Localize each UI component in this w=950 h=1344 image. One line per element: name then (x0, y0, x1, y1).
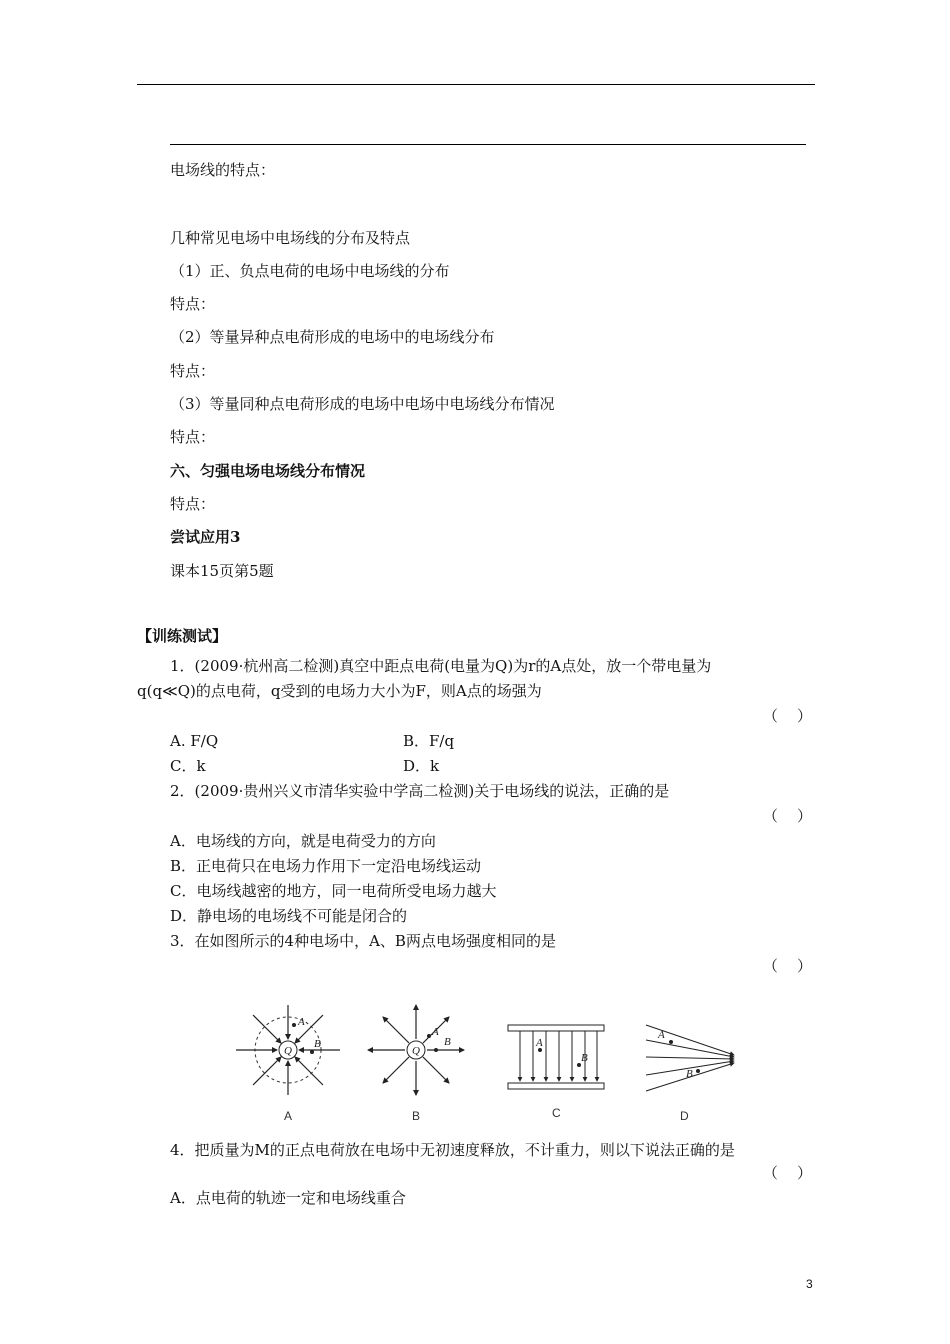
figure-a-charge-label: Q (284, 1045, 292, 1057)
item-2: （2）等量异种点电荷形成的电场中的电场线分布 (170, 328, 495, 346)
q1-answer-paren: （ ） (762, 707, 812, 725)
q1-line2: q(q≪Q)的点电荷，q受到的电场力大小为F，则A点的场强为 (137, 682, 542, 700)
figure-d-label: D (680, 1109, 689, 1123)
try-application-body: 课本15页第5题 (170, 562, 274, 580)
features-title: 电场线的特点： (170, 161, 276, 179)
figure-c-point-b: B (581, 1052, 588, 1064)
q4-answer-paren: （ ） (762, 1164, 812, 1182)
q3-stem: 3．在如图所示的4种电场中，A、B两点电场强度相同的是 (170, 932, 556, 950)
common-fields-title: 几种常见电场中电场线的分布及特点 (170, 229, 411, 247)
try-application-title: 尝试应用3 (170, 528, 241, 546)
figure-a-label: A (284, 1109, 293, 1123)
q2-option-b: B．正电荷只在电场力作用下一定沿电场线运动 (170, 857, 482, 875)
figure-c-bottom-plate (508, 1083, 604, 1089)
figure-b (368, 1005, 464, 1123)
test-title: 【训练测试】 (137, 627, 228, 645)
q1-option-c: C．k (170, 757, 206, 775)
feature-label-1: 特点： (170, 295, 216, 313)
q2-option-d: D．静电场的电场线不可能是闭合的 (170, 907, 408, 925)
item-1: （1）正、负点电荷的电场中电场线的分布 (170, 262, 450, 280)
q1-line1: 1．(2009·杭州高二检测)真空中距点电荷(电量为Q)为r的A点处，放一个带电量为 (170, 657, 712, 675)
figure-a-point-b: B (314, 1038, 321, 1050)
section-rule (170, 144, 806, 145)
page-number: 3 (806, 1277, 813, 1291)
q2-answer-paren: （ ） (762, 807, 812, 825)
figure-b-label: B (412, 1109, 421, 1123)
q4-option-a: A．点电荷的轨迹一定和电场线重合 (170, 1189, 406, 1207)
figure-d-point-a: A (658, 1029, 665, 1041)
feature-label-3: 特点： (170, 428, 216, 446)
figure-b-point-a: A (432, 1026, 439, 1038)
figure-d (646, 1025, 734, 1123)
figure-c (508, 1025, 604, 1120)
figure-a (236, 1005, 340, 1123)
q4-stem: 4．把质量为M的正点电荷放在电场中无初速度释放，不计重力，则以下说法正确的是 (170, 1141, 735, 1159)
q2-option-c: C．电场线越密的地方，同一电荷所受电场力越大 (170, 882, 497, 900)
header-rule (137, 84, 815, 85)
figure-d-point-b: B (686, 1068, 693, 1080)
figure-c-point-a: A (536, 1037, 543, 1049)
figure-b-charge-label: Q (412, 1045, 420, 1057)
q2-stem: 2．(2009·贵州兴义市清华实验中学高二检测)关于电场线的说法，正确的是 (170, 782, 670, 800)
q1-option-a: A. F/Q (170, 732, 219, 750)
q2-option-a: A．电场线的方向，就是电荷受力的方向 (170, 832, 436, 850)
q3-answer-paren: （ ） (762, 957, 812, 975)
q1-option-d: D．k (403, 757, 440, 775)
feature-label-2: 特点： (170, 362, 216, 380)
item-3: （3）等量同种点电荷形成的电场中电场中电场线分布情况 (170, 395, 555, 413)
feature-label-4: 特点： (170, 495, 216, 513)
q1-option-b: B．F/q (403, 732, 455, 750)
figure-c-top-plate (508, 1025, 604, 1031)
figure-b-point-b: B (444, 1036, 451, 1048)
heading-6: 六、匀强电场电场线分布情况 (170, 462, 366, 480)
figure-a-point-a: A (298, 1016, 305, 1028)
figure-c-label: C (552, 1106, 561, 1120)
field-figures (228, 995, 748, 1130)
